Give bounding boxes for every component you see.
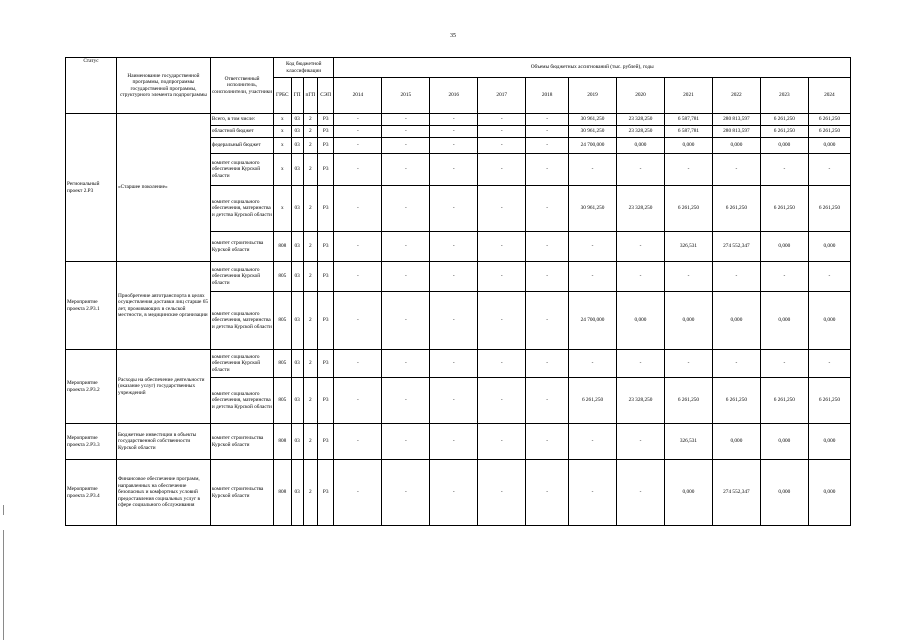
code-cell: 03: [291, 378, 303, 424]
code-cell: 2: [303, 350, 317, 378]
value-cell: 0,000: [664, 138, 712, 154]
header-year: 2019: [569, 78, 617, 114]
value-cell: -: [617, 424, 665, 460]
value-cell: 23 328,250: [617, 378, 665, 424]
value-cell: -: [526, 126, 569, 138]
value-cell: -: [430, 114, 478, 126]
value-cell: -: [382, 138, 430, 154]
value-cell: 0,000: [712, 138, 760, 154]
header-code-col: СЭП: [318, 78, 334, 114]
code-cell: 2: [303, 186, 317, 232]
value-cell: -: [334, 460, 382, 526]
header-year: 2016: [430, 78, 478, 114]
value-cell: 0,000: [760, 460, 808, 526]
code-cell: 2: [303, 262, 317, 292]
value-cell: 0,000: [760, 232, 808, 262]
code-cell: 805: [274, 350, 291, 378]
code-cell: Р3: [318, 154, 334, 186]
value-cell: -: [334, 154, 382, 186]
value-cell: 6 261,250: [760, 186, 808, 232]
executor-cell: комитет социального обеспечения Курской области: [210, 350, 273, 378]
code-cell: 808: [274, 460, 291, 526]
code-cell: 808: [274, 424, 291, 460]
code-cell: 2: [303, 460, 317, 526]
header-code-col: пГП: [303, 78, 317, 114]
executor-cell: комитет социального обеспечения Курской области: [210, 262, 273, 292]
value-cell: -: [382, 186, 430, 232]
value-cell: 280 813,597: [712, 114, 760, 126]
header-year: 2020: [617, 78, 665, 114]
value-cell: 6 587,781: [664, 114, 712, 126]
value-cell: -: [430, 138, 478, 154]
value-cell: -: [382, 460, 430, 526]
table-row: [66, 460, 851, 526]
executor-cell: Всего, в том числе:: [210, 114, 273, 126]
value-cell: -: [760, 154, 808, 186]
header-year: 2018: [526, 78, 569, 114]
value-cell: -: [382, 350, 430, 378]
value-cell: -: [334, 126, 382, 138]
value-cell: -: [334, 232, 382, 262]
status-cell: Мероприятие проекта 2.Р3.2: [66, 350, 117, 424]
code-cell: 03: [291, 114, 303, 126]
code-cell: 03: [291, 460, 303, 526]
value-cell: 0,000: [760, 424, 808, 460]
value-cell: -: [478, 424, 526, 460]
value-cell: -: [430, 378, 478, 424]
value-cell: -: [569, 350, 617, 378]
value-cell: 23 328,250: [617, 114, 665, 126]
value-cell: -: [664, 350, 712, 378]
value-cell: -: [569, 232, 617, 262]
code-cell: 2: [303, 292, 317, 350]
header-year: 2021: [664, 78, 712, 114]
value-cell: -: [334, 378, 382, 424]
header-name: Наименование государственной программы, подпрограммы государственной программы, структурного элемента подпрограммы: [117, 58, 211, 114]
value-cell: 0,000: [617, 138, 665, 154]
value-cell: -: [478, 292, 526, 350]
value-cell: -: [526, 232, 569, 262]
executor-cell: комитет строительства Курской области: [210, 232, 273, 262]
value-cell: -: [526, 460, 569, 526]
value-cell: 0,000: [712, 292, 760, 350]
value-cell: 0,000: [664, 292, 712, 350]
code-cell: Р3: [318, 350, 334, 378]
value-cell: -: [617, 262, 665, 292]
executor-cell: комитет социального обеспечения, материнства и детства Курской области: [210, 378, 273, 424]
value-cell: -: [808, 154, 850, 186]
value-cell: -: [382, 154, 430, 186]
value-cell: -: [712, 262, 760, 292]
value-cell: -: [760, 350, 808, 378]
value-cell: -: [760, 262, 808, 292]
value-cell: -: [478, 126, 526, 138]
value-cell: 0,000: [808, 424, 850, 460]
value-cell: -: [334, 114, 382, 126]
value-cell: -: [664, 262, 712, 292]
value-cell: 0,000: [808, 292, 850, 350]
value-cell: -: [382, 424, 430, 460]
value-cell: 0,000: [808, 232, 850, 262]
status-cell: Региональный проект 2.Р3: [66, 114, 117, 262]
value-cell: 0,000: [808, 138, 850, 154]
value-cell: 326,531: [664, 232, 712, 262]
value-cell: -: [382, 378, 430, 424]
value-cell: -: [430, 292, 478, 350]
code-cell: Р3: [318, 424, 334, 460]
page-number: 35: [450, 33, 456, 39]
code-cell: Р3: [318, 126, 334, 138]
value-cell: 0,000: [617, 292, 665, 350]
value-cell: -: [334, 424, 382, 460]
value-cell: -: [478, 186, 526, 232]
value-cell: 30 961,250: [569, 186, 617, 232]
code-cell: 808: [274, 232, 291, 262]
code-cell: х: [274, 138, 291, 154]
value-cell: 24 700,000: [569, 138, 617, 154]
code-cell: Р3: [318, 262, 334, 292]
value-cell: -: [334, 186, 382, 232]
value-cell: -: [478, 154, 526, 186]
value-cell: -: [430, 262, 478, 292]
value-cell: -: [712, 154, 760, 186]
value-cell: -: [526, 138, 569, 154]
value-cell: -: [334, 262, 382, 292]
code-cell: Р3: [318, 292, 334, 350]
value-cell: -: [382, 126, 430, 138]
table-row: [66, 424, 851, 460]
code-cell: Р3: [318, 138, 334, 154]
code-cell: Р3: [318, 186, 334, 232]
value-cell: 326,531: [664, 424, 712, 460]
code-cell: 2: [303, 138, 317, 154]
value-cell: 6 261,250: [808, 126, 850, 138]
code-cell: 03: [291, 424, 303, 460]
budget-allocation-table: [65, 57, 851, 526]
value-cell: -: [712, 350, 760, 378]
code-cell: Р3: [318, 378, 334, 424]
value-cell: 6 261,250: [760, 126, 808, 138]
header-year: 2024: [808, 78, 850, 114]
value-cell: -: [478, 378, 526, 424]
value-cell: -: [478, 262, 526, 292]
executor-cell: областной бюджет: [210, 126, 273, 138]
code-cell: 2: [303, 378, 317, 424]
value-cell: -: [526, 262, 569, 292]
value-cell: 274 552,347: [712, 232, 760, 262]
value-cell: -: [808, 262, 850, 292]
value-cell: 6 261,250: [569, 378, 617, 424]
scan-edge-line: [3, 530, 4, 640]
value-cell: -: [334, 350, 382, 378]
value-cell: -: [430, 232, 478, 262]
value-cell: 6 587,781: [664, 126, 712, 138]
table-row: [66, 114, 851, 126]
value-cell: -: [430, 460, 478, 526]
value-cell: -: [430, 126, 478, 138]
value-cell: 6 261,250: [760, 114, 808, 126]
header-year: 2023: [760, 78, 808, 114]
value-cell: 6 261,250: [712, 186, 760, 232]
table-row: [66, 262, 851, 292]
status-cell: Мероприятие проекта 2.Р3.1: [66, 262, 117, 350]
code-cell: х: [274, 186, 291, 232]
value-cell: 0,000: [712, 424, 760, 460]
value-cell: -: [526, 378, 569, 424]
header-status: Статус: [66, 58, 117, 114]
code-cell: 2: [303, 232, 317, 262]
value-cell: 6 261,250: [760, 378, 808, 424]
code-cell: 03: [291, 262, 303, 292]
status-cell: Мероприятие проекта 2.Р3.4: [66, 460, 117, 526]
code-cell: 03: [291, 126, 303, 138]
executor-cell: комитет строительства Курской области: [210, 424, 273, 460]
value-cell: 280 813,597: [712, 126, 760, 138]
value-cell: 6 261,250: [712, 378, 760, 424]
code-cell: Р3: [318, 114, 334, 126]
code-cell: Р3: [318, 460, 334, 526]
value-cell: -: [478, 138, 526, 154]
header-budget-group: Объемы бюджетных ассигнований (тыс. рублей), годы: [334, 58, 851, 78]
value-cell: 6 261,250: [808, 186, 850, 232]
header-executor: Ответственный исполнитель, соисполнители, участники: [210, 58, 273, 114]
value-cell: -: [569, 424, 617, 460]
header-year: 2017: [478, 78, 526, 114]
code-cell: 03: [291, 138, 303, 154]
value-cell: -: [617, 232, 665, 262]
value-cell: -: [569, 262, 617, 292]
name-cell: Приобретение автотранспорта в целях осуществления доставки лиц старше 65 лет, проживающих в сельской местности, в медицинские организации: [117, 262, 211, 350]
code-cell: 805: [274, 292, 291, 350]
header-code-group: Код бюджетной классификации: [274, 58, 334, 78]
code-cell: 2: [303, 114, 317, 126]
value-cell: 0,000: [760, 138, 808, 154]
code-cell: 805: [274, 262, 291, 292]
status-cell: Мероприятие проекта 2.Р3.3: [66, 424, 117, 460]
code-cell: 03: [291, 186, 303, 232]
executor-cell: комитет социального обеспечения, материнства и детства Курской области: [210, 186, 273, 232]
value-cell: -: [664, 154, 712, 186]
name-cell: Бюджетные инвестиции в объекты государственной собственности Курской области: [117, 424, 211, 460]
value-cell: 23 328,250: [617, 186, 665, 232]
code-cell: х: [274, 126, 291, 138]
header-year: 2022: [712, 78, 760, 114]
code-cell: 03: [291, 232, 303, 262]
value-cell: 24 700,000: [569, 292, 617, 350]
value-cell: 0,000: [808, 460, 850, 526]
value-cell: -: [334, 292, 382, 350]
value-cell: 23 328,250: [617, 126, 665, 138]
value-cell: -: [382, 262, 430, 292]
value-cell: 6 261,250: [808, 114, 850, 126]
value-cell: -: [569, 154, 617, 186]
header-code-col: ГП: [291, 78, 303, 114]
header-year: 2014: [334, 78, 382, 114]
value-cell: -: [478, 114, 526, 126]
header-year: 2015: [382, 78, 430, 114]
code-cell: 2: [303, 154, 317, 186]
value-cell: -: [526, 350, 569, 378]
value-cell: -: [617, 350, 665, 378]
value-cell: -: [617, 460, 665, 526]
value-cell: -: [382, 114, 430, 126]
executor-cell: федеральный бюджет: [210, 138, 273, 154]
code-cell: 2: [303, 126, 317, 138]
value-cell: 30 961,250: [569, 126, 617, 138]
code-cell: х: [274, 114, 291, 126]
value-cell: -: [569, 460, 617, 526]
value-cell: 30 961,250: [569, 114, 617, 126]
value-cell: -: [478, 232, 526, 262]
value-cell: -: [430, 154, 478, 186]
value-cell: -: [526, 292, 569, 350]
value-cell: -: [808, 350, 850, 378]
value-cell: -: [478, 460, 526, 526]
name-cell: Расходы на обеспечение деятельности (оказание услуг) государственных учреждений: [117, 350, 211, 424]
value-cell: -: [526, 154, 569, 186]
value-cell: -: [526, 424, 569, 460]
value-cell: -: [430, 350, 478, 378]
code-cell: х: [274, 154, 291, 186]
code-cell: 2: [303, 424, 317, 460]
name-cell: «Старшее поколение»: [117, 114, 211, 262]
value-cell: -: [526, 186, 569, 232]
value-cell: 6 261,250: [664, 378, 712, 424]
value-cell: -: [382, 292, 430, 350]
code-cell: 03: [291, 292, 303, 350]
name-cell: Финансовое обеспечение программ, направленных на обеспечение безопасных и комфортных условий предоставления социальных услуг в сфере социального обслуживания: [117, 460, 211, 526]
executor-cell: комитет строительства Курской области: [210, 460, 273, 526]
code-cell: 805: [274, 378, 291, 424]
executor-cell: комитет социального обеспечения, материнства и детства Курской области: [210, 292, 273, 350]
code-cell: 03: [291, 350, 303, 378]
value-cell: -: [617, 154, 665, 186]
table-row: [66, 350, 851, 378]
value-cell: 274 552,347: [712, 460, 760, 526]
value-cell: 0,000: [664, 460, 712, 526]
code-cell: Р3: [318, 232, 334, 262]
value-cell: -: [334, 138, 382, 154]
value-cell: -: [430, 424, 478, 460]
code-cell: 03: [291, 154, 303, 186]
value-cell: -: [382, 232, 430, 262]
executor-cell: комитет социального обеспечения Курской области: [210, 154, 273, 186]
header-code-col: ГРБС: [274, 78, 291, 114]
value-cell: -: [478, 350, 526, 378]
value-cell: 0,000: [760, 292, 808, 350]
value-cell: -: [430, 186, 478, 232]
value-cell: -: [526, 114, 569, 126]
value-cell: 6 261,250: [664, 186, 712, 232]
scan-edge-mark: [3, 505, 4, 515]
value-cell: 6 261,250: [808, 378, 850, 424]
